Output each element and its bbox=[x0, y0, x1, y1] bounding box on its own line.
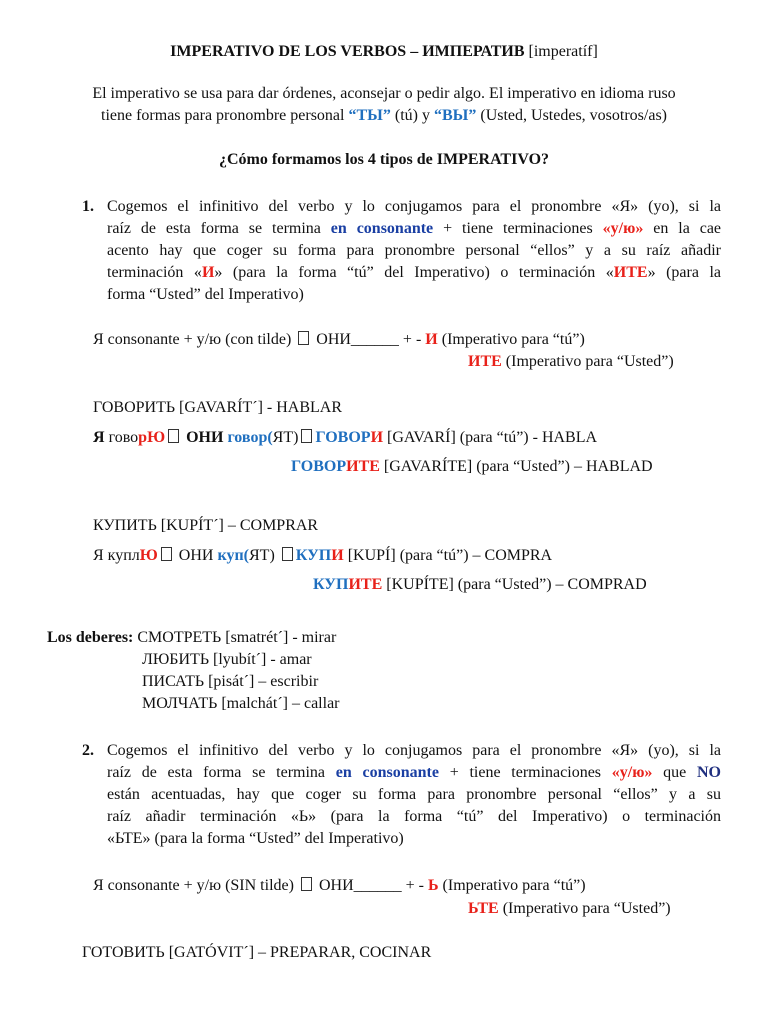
rule-2-number: 2. bbox=[82, 742, 94, 759]
rule-1-number: 1. bbox=[82, 198, 94, 215]
formula-1-line-1: Я consonante + у/ю (con tilde) ОНИ______ + - И (Imperativo para “tú”) bbox=[93, 331, 585, 348]
example-2-usted: КУПИТЕ [KUPÍTE] (para “Usted”) – COMPRAD bbox=[313, 576, 647, 593]
example-2-conjugation: Я куплЮ ОНИ куп(ЯТ) КУПИ [KUPÍ] (para “tú”) – COMPRA bbox=[93, 547, 553, 564]
rule-1-paragraph: Cogemos el infinitivo del verbo y lo conjugamos para el pronombre «Я» (yo), si la raíz de esta forma se termina en consonante + tiene terminaciones «у/ю» en la cae acento hay que coger su forma para pronombre personal “ellos” y a su raíz añadir terminación «И» (para la forma “tú” del Imperativo) o terminación «ИТЕ» (para la forma “Usted” del Imperativo) bbox=[107, 198, 722, 303]
intro-line-2: tiene formas para pronombre personal “ТЫ” (tú) y “ВЫ” (Usted, Ustedes, vosotros/as) bbox=[101, 107, 667, 124]
example-1-conjugation: Я говорЮ ОНИ говор(ЯТ) ГОВОРИ [GAVARÍ] (para “tú”) - HABLA bbox=[93, 429, 598, 446]
arrow-box-icon bbox=[168, 429, 179, 443]
formula-2-line-2: ЬТЕ (Imperativo para “Usted”) bbox=[468, 900, 671, 917]
rule-2-paragraph: Cogemos el infinitivo del verbo y lo conjugamos para el pronombre «Я» (yo), si la raíz de esta forma se termina en consonante + tiene terminaciones «у/ю» que NO están acentuadas, hay que coger su forma para pronombre personal “ellos” y a su raíz añadir terminación «Ь» (para la forma “tú” del Imperativo) o terminación «ЬТЕ» (para la forma “Usted” del Imperativo) bbox=[107, 742, 721, 847]
section-question: ¿Cómo formamos los 4 tipos de IMPERATIVO? bbox=[218, 151, 550, 168]
homework-item: МОЛЧАТЬ [malchát´] – callar bbox=[142, 695, 340, 712]
example-2-heading: КУПИТЬ [KUPÍТ´] – COMPRAR bbox=[93, 517, 319, 534]
arrow-box-icon bbox=[301, 429, 312, 443]
homework-line-1: Los deberes: СМОТРЕТЬ [smatrét´] - mirar bbox=[47, 629, 337, 646]
formula-2-line-1: Я consonante + у/ю (SIN tilde) ОНИ______ + - Ь (Imperativo para “tú”) bbox=[93, 877, 586, 894]
homework-item: ЛЮБИТЬ [lyubít´] - amar bbox=[142, 651, 312, 668]
homework-item: ПИСАТЬ [pisát´] – escribir bbox=[142, 673, 319, 690]
example-3-heading: ГОТОВИТЬ [GATÓVIТ´] – PREPARAR, COCINAR bbox=[82, 944, 432, 961]
page-title: IMPERATIVO DE LOS VERBOS – ИМПЕРАТИВ [imperatíf] bbox=[170, 43, 598, 60]
example-1-heading: ГОВОРИТЬ [GAVARÍТ´] - HABLAR bbox=[93, 399, 343, 416]
example-1-usted: ГОВОРИТЕ [GAVARÍTE] (para “Usted”) – HABLAD bbox=[291, 458, 653, 475]
arrow-box-icon bbox=[161, 547, 172, 561]
arrow-box-icon bbox=[282, 547, 293, 561]
arrow-box-icon bbox=[301, 877, 312, 891]
formula-1-line-2: ИТЕ (Imperativo para “Usted”) bbox=[468, 353, 674, 370]
arrow-box-icon bbox=[298, 331, 309, 345]
intro-line-1: El imperativo se usa para dar órdenes, aconsejar o pedir algo. El imperativo en idioma ruso bbox=[92, 85, 676, 102]
